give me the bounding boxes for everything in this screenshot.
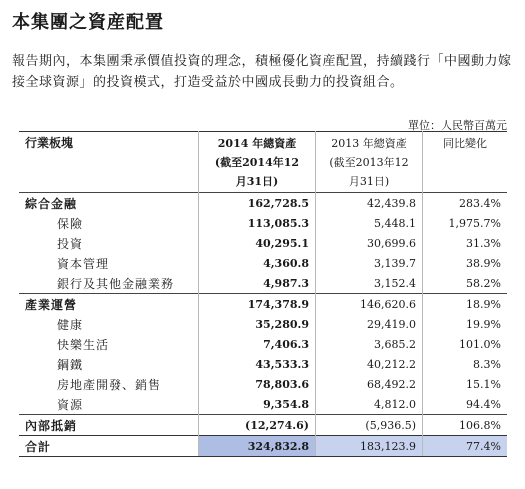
header-2013-line2: (截至2013年12 [329,156,409,169]
value-2013: (5,936.5) [316,415,423,436]
row-label: 內部抵銷 [19,415,199,436]
table-body [19,193,507,457]
table-row [19,314,507,334]
total-row [19,436,507,457]
intro-paragraph: 報告期內，本集團秉承價值投資的理念，積極優化資産配置，持續踐行「中國動力嫁接全球資源」的投資模式，打造受益於中國成長動力的投資組合。 [12,54,512,90]
value-change: 283.4% [423,193,508,214]
value-2014: 162,728.5 [199,193,316,214]
value-2014: 7,406.3 [199,334,316,354]
table-row [19,374,507,394]
section-title: 本集團之資産配置 [12,12,164,33]
row-label: 保險 [57,216,84,231]
header-2013-line3: 月31日) [348,175,390,188]
value-change: 101.0% [423,334,508,354]
row-label: 鋼鐵 [57,357,84,372]
row-label: 資本管理 [57,256,110,271]
value-2014: 113,085.3 [199,213,316,233]
value-2013: 3,685.2 [316,334,423,354]
header-change: 同比變化 [423,132,508,193]
value-change: 31.3% [423,233,508,253]
table-row [19,273,507,294]
table-row [19,334,507,354]
row-label: 快樂生活 [57,337,110,352]
row-label: 綜合金融 [19,193,199,214]
value-change: 58.2% [423,273,508,294]
value-change: 8.3% [423,354,508,374]
value-change: 106.8% [423,415,508,436]
value-change: 38.9% [423,253,508,273]
total-label: 合計 [19,436,199,457]
table-row [19,253,507,273]
value-2013: 4,812.0 [316,394,423,415]
value-2014: 9,354.8 [199,394,316,415]
value-2014: 4,360.8 [199,253,316,273]
row-label: 產業運營 [19,294,199,315]
table-header [19,132,507,193]
header-2014 [199,132,316,193]
unit-note: 單位：人民幣百萬元 [408,119,507,132]
table-row [19,354,507,374]
value-change: 19.9% [423,314,508,334]
value-change: 15.1% [423,374,508,394]
value-change: 1,975.7% [423,213,508,233]
value-2014: 40,295.1 [199,233,316,253]
row-label: 投資 [57,236,84,251]
value-2014: 78,803.6 [199,374,316,394]
header-row [19,132,507,193]
value-2014: 43,533.3 [199,354,316,374]
header-2014-line1: 2014 年總資產 [217,137,297,150]
value-2014: 4,987.3 [199,273,316,294]
table-row [19,394,507,415]
value-2013: 5,448.1 [316,213,423,233]
row-label: 資源 [57,397,84,412]
row-label: 房地產開發、銷售 [57,377,162,392]
value-2014: 35,280.9 [199,314,316,334]
value-2013: 30,699.6 [316,233,423,253]
header-2014-line2: (截至2014年12 [214,156,300,169]
total-value-change: 77.4% [423,436,508,457]
value-2013: 40,212.2 [316,354,423,374]
value-2013: 42,439.8 [316,193,423,214]
header-2014-line3: 月31日) [235,175,279,188]
value-2014: 174,378.9 [199,294,316,315]
value-2013: 68,492.2 [316,374,423,394]
total-value-2014: 324,832.8 [199,436,316,457]
asset-allocation-table [19,131,507,457]
table-row [19,193,507,214]
total-value-2013: 183,123.9 [316,436,423,457]
header-2013 [316,132,423,193]
row-label: 健康 [57,317,84,332]
value-2013: 3,139.7 [316,253,423,273]
value-2013: 29,419.0 [316,314,423,334]
value-2013: 3,152.4 [316,273,423,294]
value-change: 94.4% [423,394,508,415]
header-2013-line1: 2013 年總資產 [331,137,407,150]
table-row [19,213,507,233]
value-2013: 146,620.6 [316,294,423,315]
value-change: 18.9% [423,294,508,315]
table-row [19,233,507,253]
table-row [19,415,507,436]
value-2014: (12,274.6) [199,415,316,436]
header-category: 行業板塊 [25,136,74,150]
table-row [19,294,507,315]
row-label: 銀行及其他金融業務 [57,276,175,291]
